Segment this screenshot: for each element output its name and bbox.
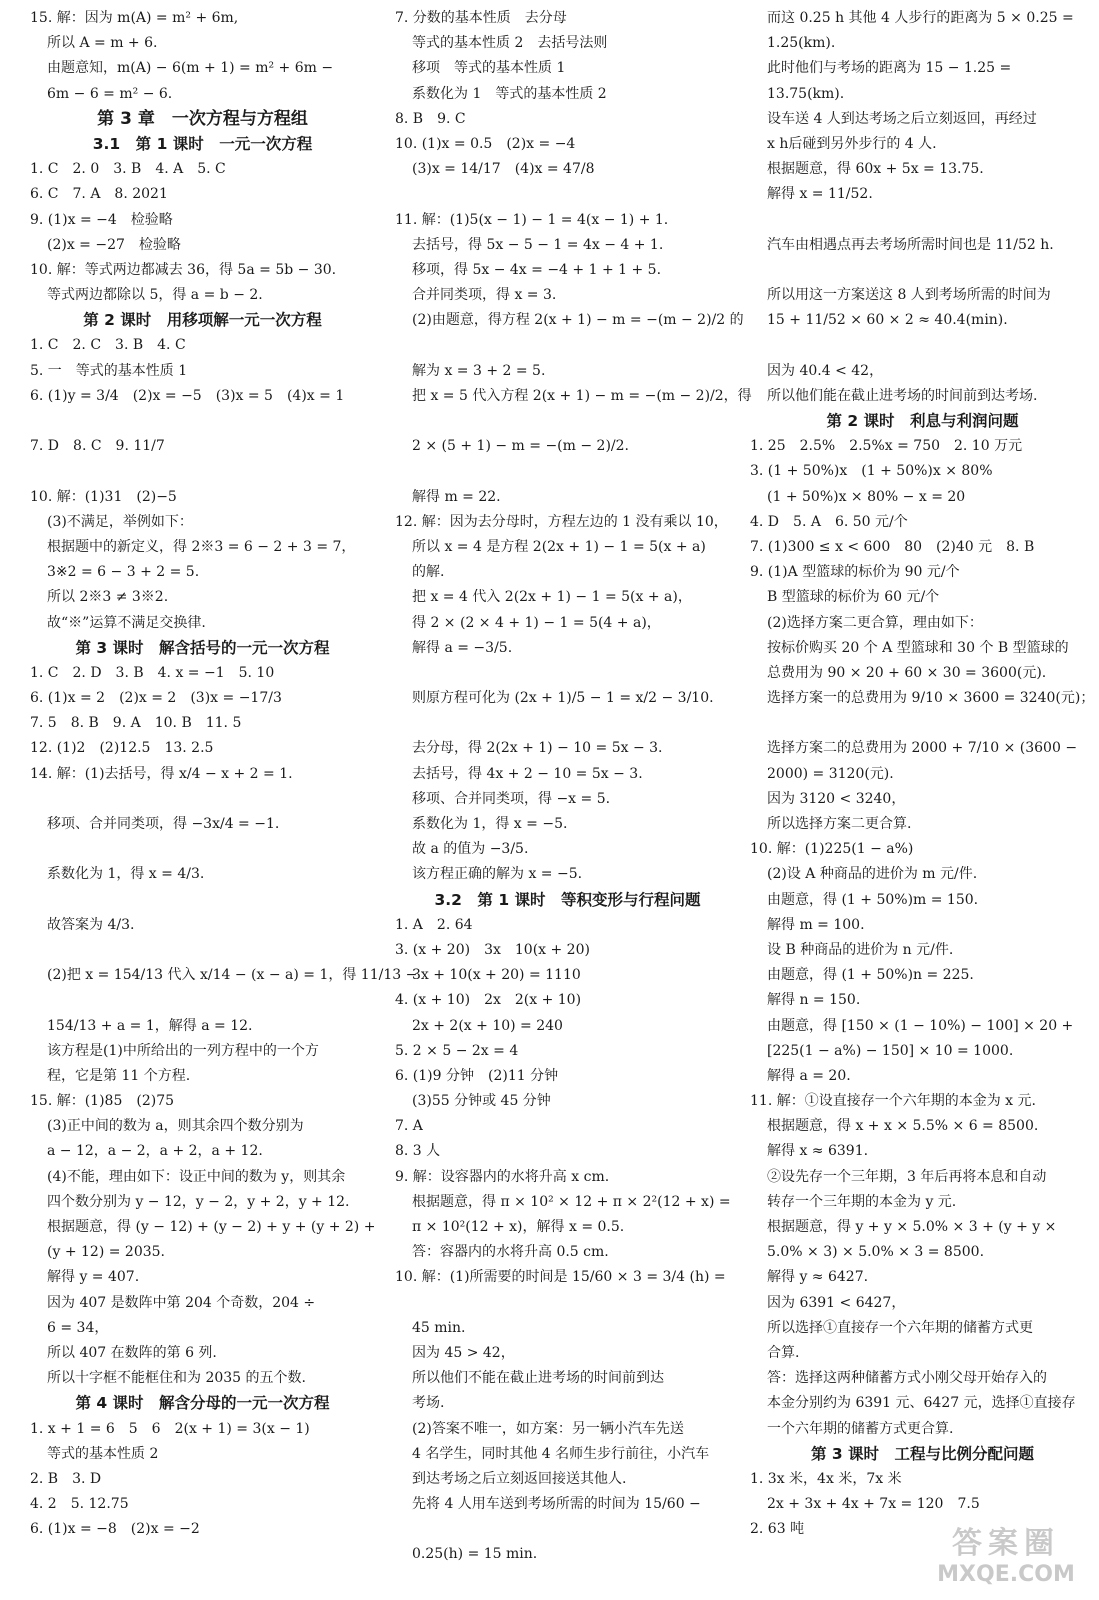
answer-line [395, 1517, 740, 1542]
answer-line: 系数化为 1，得 x = −5. [412, 816, 568, 832]
answer-line: 13.75(km). [767, 85, 845, 102]
answer-line: 移项 等式的基本性质 1 [412, 60, 566, 77]
answer-line: 转存一个三年期的本金为 y 元. [767, 1193, 957, 1210]
answer-line: 所以 407 在数阵的第 6 列. [47, 1344, 217, 1361]
section-heading: 3.1 第 1 课时 一元一次方程 [92, 134, 313, 153]
answer-line [395, 711, 740, 736]
watermark-text-top: 答案圈 [952, 1526, 1060, 1561]
answer-line: ②设先存一个三年期，3 年后再将本息和自动 [767, 1168, 1047, 1185]
answer-line: 7. 分数的基本性质 去分母 [395, 10, 567, 26]
answer-line: 按标价购买 20 个 A 型篮球和 30 个 B 型篮球的 [767, 639, 1069, 656]
answer-line: 12. (1)2 (2)12.5 13. 2.5 [30, 740, 214, 757]
answer-line: 4. D 5. A 6. 50 元/个 [750, 513, 908, 530]
answer-line: 1. C 2. D 3. B 4. x = −1 5. 10 [30, 664, 275, 681]
answer-line: 0.25(h) = 15 min. [412, 1546, 538, 1563]
answer-line: 故 a 的值为 −3/5. [412, 841, 529, 858]
answer-line: 考场. [412, 1395, 445, 1412]
answer-line: 5.0% × 3) × 5.0% × 3 = 8500. [767, 1244, 985, 1261]
answer-line: 4. (x + 10) 2x 2(x + 10) [395, 992, 582, 1009]
answer-line: 154/13 + a = 1，解得 a = 12. [47, 1017, 253, 1034]
answer-line: (3)不满足，举例如下： [47, 513, 193, 530]
answer-line: 6. (1)9 分钟 (2)11 分钟 [395, 1067, 559, 1084]
answer-line: 本金分别约为 6391 元、6427 元，选择①直接存 [767, 1395, 1076, 1412]
answer-line: 10. (1)x = 0.5 (2)x = −4 [395, 135, 576, 152]
answer-line: 6. C 7. A 8. 2021 [30, 186, 168, 203]
answer-line: 由题意，得 (1 + 50%)m = 150. [767, 891, 979, 908]
answer-line: 移项，得 5x − 4x = −4 + 1 + 1 + 5. [412, 261, 662, 278]
section-heading: 第 3 课时 工程与比例分配问题 [810, 1444, 1035, 1463]
answer-line: 选择方案一的总费用为 9/10 × 3600 = 3240(元)； [767, 690, 1095, 707]
answer-line: 解得 y ≈ 6427. [767, 1269, 869, 1286]
answer-line: 7. 5 8. B 9. A 10. B 11. 5 [30, 715, 242, 732]
answer-line [30, 459, 375, 484]
answer-line: 解得 m = 100. [767, 916, 865, 933]
answer-line: 根据题意，得 x + x × 5.5% × 6 = 8500. [767, 1118, 1039, 1135]
answer-line [750, 711, 1095, 736]
answer-line: 2. 63 吨 [750, 1521, 805, 1538]
answer-line [750, 258, 1095, 283]
answer-line: 1.25(km). [767, 35, 836, 52]
answer-line [750, 208, 1095, 233]
answer-line: B 型篮球的标价为 60 元/个 [767, 589, 940, 606]
answer-line: 去分母，得 2(2x + 1) − 10 = 5x − 3. [412, 740, 663, 757]
answer-line: 2x + 3x + 4x + 7x = 120 7.5 [767, 1496, 980, 1513]
answer-line: 等式的基本性质 2 [47, 1445, 159, 1462]
answer-line: 14. 解：(1)去括号，得 x/4 − x + 2 = 1. [30, 765, 293, 782]
section-heading: 第 4 课时 解含分母的一元一次方程 [75, 1394, 330, 1413]
answer-line: 程，它是第 11 个方程. [47, 1067, 191, 1084]
answer-line: (3)x = 14/17 (4)x = 47/8 [412, 161, 595, 178]
answer-line: 等式两边都除以 5，得 a = b − 2. [47, 287, 263, 304]
answer-line: 所以选择①直接存一个六年期的储蓄方式更 [767, 1319, 1033, 1336]
answer-line [395, 333, 740, 358]
answer-line [395, 182, 740, 207]
answer-line: (y + 12) = 2035. [47, 1244, 165, 1261]
answer-line [30, 409, 375, 434]
section-heading: 第 3 课时 解含括号的一元一次方程 [75, 638, 330, 657]
answer-line: 所以选择方案二更合算. [767, 816, 912, 832]
answer-line: 3※2 = 6 − 3 + 2 = 5. [47, 564, 200, 581]
answer-line: 把 x = 5 代入方程 2(x + 1) − m = −(m − 2)/2，得 [412, 387, 752, 404]
answer-line: 答：容器内的水将升高 0.5 cm. [412, 1244, 609, 1261]
answer-line: 4 名学生，同时其他 4 名师生步行前往，小汽车 [412, 1445, 710, 1462]
answer-line: 得 2 × (2 × 4 + 1) − 1 = 5(4 + a)， [412, 614, 661, 631]
answer-line: 由题意知，m(A) − 6(m + 1) = m² + 6m − [47, 60, 334, 77]
answer-line: 等式的基本性质 2 去括号法则 [412, 35, 608, 52]
answer-line: (2)设 A 种商品的进价为 m 元/件. [767, 866, 978, 883]
answer-line: 1. x + 1 = 6 5 6 2(x + 1) = 3(x − 1) [30, 1420, 310, 1437]
answer-line: 5. 一 等式的基本性质 1 [30, 362, 188, 379]
answer-line: 6. (1)x = 2 (2)x = 2 (3)x = −17/3 [30, 690, 282, 707]
answer-line: 2x + 2(x + 10) = 240 [412, 1017, 563, 1034]
answer-line: 9. (1)A 型篮球的标价为 90 元/个 [750, 564, 960, 581]
answer-line: 5. 2 × 5 − 2x = 4 [395, 1042, 519, 1059]
answer-line [30, 837, 375, 862]
answer-line: 7. (1)300 ≤ x < 600 80 (2)40 元 8. B [750, 538, 1035, 555]
answer-line: 解得 n = 150. [767, 992, 861, 1009]
answer-line: 11. 解：①设直接存一个六年期的本金为 x 元. [750, 1093, 1036, 1110]
answer-line [30, 938, 375, 963]
section-heading: 3.2 第 1 课时 等积变形与行程问题 [434, 890, 701, 909]
answer-line: 3x + 10(x + 20) = 1110 [412, 967, 581, 984]
answer-line: 所以 x = 4 是方程 2(2x + 1) − 1 = 5(x + a) [412, 538, 706, 555]
answer-line: 3. (x + 20) 3x 10(x + 20) [395, 941, 590, 958]
answer-line: 3. (1 + 50%)x (1 + 50%)x × 80% [750, 463, 993, 480]
answer-line: 解得 m = 22. [412, 488, 501, 505]
answer-line: 7. D 8. C 9. 11/7 [30, 438, 165, 455]
answer-line: 15 + 11/52 × 60 × 2 ≈ 40.4(min). [767, 312, 1008, 329]
answer-line: 1. C 2. C 3. B 4. C [30, 337, 186, 354]
answer-line: 所以 2※3 ≠ 3※2. [47, 589, 169, 606]
answer-line: (2)答案不唯一，如方案：另一辆小汽车先送 [412, 1420, 684, 1437]
answer-line: 因为 3120 < 3240， [767, 790, 906, 807]
answer-line: (2)由题意，得方程 2(x + 1) − m = −(m − 2)/2 的 [412, 312, 744, 329]
answer-line: 系数化为 1，得 x = 4/3. [47, 866, 205, 883]
section-heading: 第 2 课时 利息与利润问题 [826, 412, 1019, 430]
answer-line: 故“※”运算不满足交换律. [47, 614, 206, 631]
answer-line: 8. B 9. C [395, 110, 466, 127]
answer-line: (2)把 x = 154/13 代入 x/14 − (x − a) = 1，得 11/13 − [47, 967, 418, 984]
answer-line: 总费用为 90 × 20 + 60 × 30 = 3600(元). [767, 664, 1047, 681]
answer-line [395, 459, 740, 484]
answer-line: 6. (1)y = 3/4 (2)x = −5 (3)x = 5 (4)x = 1 [30, 387, 345, 404]
answer-line: 移项、合并同类项，得 −x = 5. [412, 790, 611, 807]
answer-line: 2 × (5 + 1) − m = −(m − 2)/2. [412, 438, 629, 455]
answer-line [395, 1291, 740, 1316]
answer-line: 的解. [412, 564, 445, 581]
answer-line: 先将 4 人用车送到考场所需的时间为 15/60 − [412, 1496, 701, 1513]
answer-line: (2)选择方案二更合算，理由如下： [767, 614, 983, 631]
answer-line: (4)不能，理由如下：设正中间的数为 y，则其余 [47, 1168, 346, 1185]
section-heading: 第 3 章 一次方程与方程组 [97, 108, 308, 129]
answer-line: 此时他们与考场的距离为 15 − 1.25 = [767, 60, 1012, 77]
answer-line: 由题意，得 [150 × (1 − 10%) − 100] × 20 + [767, 1017, 1074, 1034]
answer-line: 所以他们能在截止进考场的时间前到达考场. [767, 387, 1038, 404]
answer-line: π × 10²(12 + x)，解得 x = 0.5. [412, 1219, 625, 1235]
answer-line: 选择方案二的总费用为 2000 + 7/10 × (3600 − [767, 740, 1078, 757]
answer-line: x h后碰到另外步行的 4 人. [767, 135, 937, 152]
answer-line: 设车送 4 人到达考场之后立刻返回，再经过 [767, 110, 1037, 127]
answer-line [395, 661, 740, 686]
answer-line: 该方程是(1)中所给出的一列方程中的一个方 [47, 1042, 319, 1059]
answer-line: 12. 解：因为去分母时，方程左边的 1 没有乘以 10， [395, 513, 728, 530]
answer-line: (2)x = −27 检验略 [47, 236, 181, 253]
answer-line [750, 333, 1095, 358]
watermark-logo [921, 1518, 1091, 1596]
answer-line: 11. 解：(1)5(x − 1) − 1 = 4(x − 1) + 1. [395, 211, 669, 228]
answer-line: 根据题意，得 (y − 12) + (y − 2) + y + (y + 2) + [47, 1219, 376, 1235]
answer-line: 因为 40.4 < 42， [767, 362, 884, 379]
answer-line: 10. 解：等式两边都减去 36，得 5a = 5b − 30. [30, 261, 337, 278]
answer-line: 2000) = 3120(元). [767, 765, 894, 782]
answer-line: 1. 25 2.5% 2.5%x = 750 2. 10 万元 [750, 438, 1023, 455]
answer-line: 设 B 种商品的进价为 n 元/件. [767, 941, 954, 958]
answer-line: 1. A 2. 64 [395, 916, 473, 933]
answer-line: 到达考场之后立刻返回接送其他人. [412, 1470, 627, 1487]
answer-line: 45 min. [412, 1319, 466, 1336]
answer-line: 则原方程可化为 (2x + 1)/5 − 1 = x/2 − 3/10. [412, 690, 714, 707]
answer-line: 因为 407 是数阵中第 204 个奇数，204 ÷ [47, 1294, 316, 1311]
answer-line: 6 = 34， [47, 1319, 109, 1336]
answer-line: 去括号，得 4x + 2 − 10 = 5x − 3. [412, 765, 643, 782]
answer-line: 根据题中的新定义，得 2※3 = 6 − 2 + 3 = 7， [47, 538, 356, 555]
answer-line: 答：选择这两种储蓄方式小刚父母开始存入的 [767, 1370, 1047, 1387]
answer-line: [225(1 − a%) − 150] × 10 = 1000. [767, 1042, 1014, 1059]
answer-line: 解得 a = −3/5. [412, 639, 513, 656]
answer-line [30, 787, 375, 812]
answer-line: 根据题意，得 y + y × 5.0% × 3 + (y + y × [767, 1219, 1057, 1235]
answer-line: a − 12，a − 2，a + 2，a + 12. [47, 1143, 263, 1160]
answer-line: 4. 2 5. 12.75 [30, 1496, 129, 1513]
answer-line: 去括号，得 5x − 5 − 1 = 4x − 4 + 1. [412, 236, 664, 253]
answer-line: 根据题意，得 60x + 5x = 13.75. [767, 161, 984, 178]
answer-line: 因为 6391 < 6427， [767, 1294, 906, 1311]
answer-line: 合算. [767, 1344, 800, 1361]
answer-line: 解为 x = 3 + 2 = 5. [412, 362, 546, 379]
answer-line: 10. 解：(1)31 (2)−5 [30, 488, 177, 505]
answer-line: 7. A [395, 1118, 423, 1135]
answer-line: 一个六年期的储蓄方式更合算. [767, 1420, 954, 1437]
answer-line: 由题意，得 (1 + 50%)n = 225. [767, 967, 974, 984]
answer-line: 10. 解：(1)225(1 − a%) [750, 841, 914, 858]
answer-line: 1. 3x 米，4x 米，7x 米 [750, 1470, 902, 1487]
answer-line: 解得 x = 11/52. [767, 186, 873, 203]
answer-line: 所以十字框不能框住和为 2035 的五个数. [47, 1370, 306, 1387]
answer-line: 6. (1)x = −8 (2)x = −2 [30, 1521, 200, 1538]
answer-line: 移项、合并同类项，得 −3x/4 = −1. [47, 816, 280, 832]
answer-line: 8. 3 人 [395, 1143, 441, 1160]
answer-line: 汽车由相遇点再去考场所需时间也是 11/52 h. [767, 236, 1054, 253]
answer-line: 根据题意，得 π × 10² × 12 + π × 2²(12 + x) = [412, 1193, 731, 1210]
answer-line: 15. 解：(1)85 (2)75 [30, 1093, 175, 1110]
answer-line: 因为 45 > 42， [412, 1344, 515, 1361]
answer-line: (3)正中间的数为 a，则其余四个数分别为 [47, 1118, 304, 1135]
answer-line [30, 888, 375, 913]
answer-line: 系数化为 1 等式的基本性质 2 [412, 85, 607, 102]
answer-line: 把 x = 4 代入 2(2x + 1) − 1 = 5(x + a)， [412, 589, 692, 606]
answer-line: 所以他们不能在截止进考场的时间前到达 [412, 1370, 664, 1387]
answer-line: 15. 解：因为 m(A) = m² + 6m, [30, 10, 239, 26]
answer-line: 2. B 3. D [30, 1470, 102, 1487]
answer-line [30, 988, 375, 1013]
answer-column-2 [395, 6, 752, 1568]
answer-line: 四个数分别为 y − 12，y − 2，y + 2，y + 12. [47, 1193, 350, 1210]
answer-line: 合并同类项，得 x = 3. [412, 287, 557, 304]
watermark-text-bottom: MXQE.COM [937, 1562, 1075, 1587]
answer-column-3 [750, 6, 1095, 1542]
answer-line: 故答案为 4/3. [47, 916, 135, 933]
answer-line: 解得 y = 407. [47, 1269, 140, 1286]
answer-line: 而这 0.25 h 其他 4 人步行的距离为 5 × 0.25 = [767, 10, 1074, 26]
answer-line: 6m − 6 = m² − 6. [47, 85, 173, 102]
answer-line: 解得 x ≈ 6391. [767, 1143, 869, 1160]
section-heading: 第 2 课时 用移项解一元一次方程 [83, 311, 322, 330]
answer-line [395, 409, 740, 434]
answer-line: (3)55 分钟或 45 分钟 [412, 1093, 551, 1110]
answer-line: 1. C 2. 0 3. B 4. A 5. C [30, 161, 226, 178]
answer-line: 9. (1)x = −4 检验略 [30, 211, 173, 228]
answer-line: 所以用这一方案送这 8 人到考场所需的时间为 [767, 287, 1051, 304]
answer-line: 该方程正确的解为 x = −5. [412, 866, 583, 883]
answer-line: 解得 a = 20. [767, 1067, 851, 1084]
answer-line: 10. 解：(1)所需要的时间是 15/60 × 3 = 3/4 (h) = [395, 1269, 726, 1286]
answer-line: (1 + 50%)x × 80% − x = 20 [767, 488, 966, 505]
answer-line: 9. 解：设容器内的水将升高 x cm. [395, 1168, 610, 1185]
answer-line: 所以 A = m + 6. [47, 35, 158, 52]
